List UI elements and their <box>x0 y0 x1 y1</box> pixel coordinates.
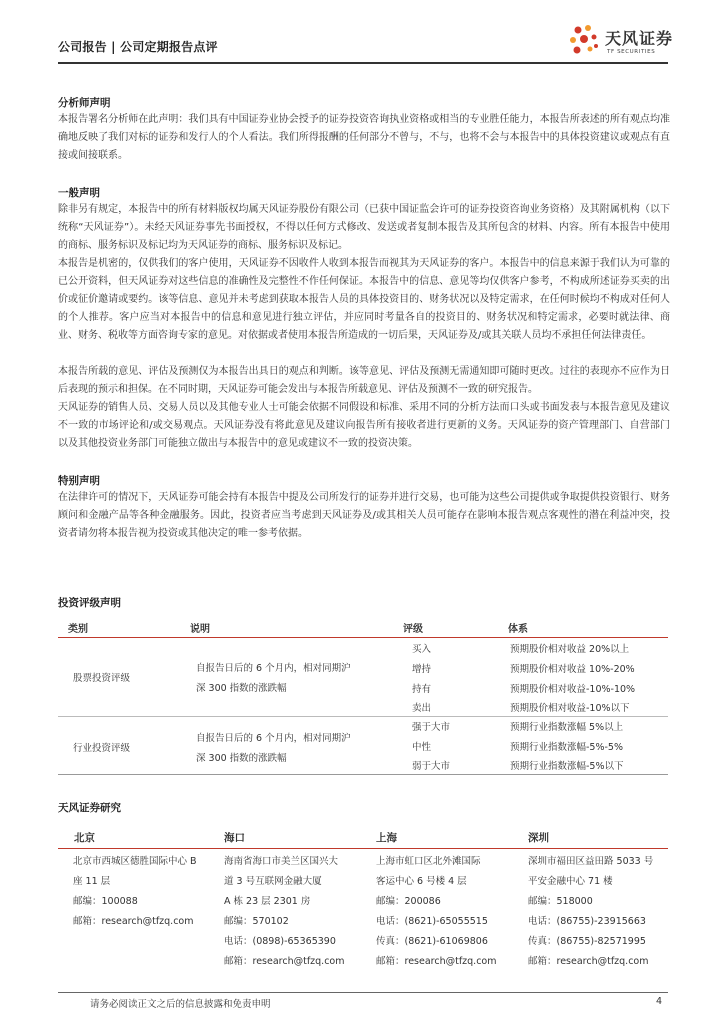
rating-col-system: 体系 <box>508 624 528 635</box>
special-text: 在法律许可的情况下，天风证券可能会持有本报告中提及公司所发行的证券并进行交易，也可能为这些公司提供或争取提供投资银行、财务顾问和金融产品等各种金融服务。因此，投资者应当考虑到天风证券及/或其相关人员可能存在影响本报告观点客观性的潜在利益冲突，投资者请勿将本报告视为投资或其他决定的唯一参考依据。 <box>58 492 670 539</box>
page-number: 4 <box>656 996 663 1007</box>
rating-system: 预期股价相对收益-10%-10% <box>510 684 636 695</box>
rating-group-divider <box>58 716 668 717</box>
office-phone: 电话：(86755)-23915663 <box>528 916 646 927</box>
rating-system: 预期股价相对收益-10%以下 <box>510 703 630 714</box>
analyst-heading: 分析师声明 <box>58 97 111 109</box>
office-email: 邮箱：research@tfzq.com <box>376 956 497 967</box>
rating-category-industry: 行业投资评级 <box>73 743 131 754</box>
rating-grade: 强于大市 <box>412 722 451 733</box>
rating-system: 预期股价相对收益 10%-20% <box>510 664 635 675</box>
office-address-line: 上海市虹口区北外滩国际 <box>376 856 481 867</box>
rating-heading: 投资评级声明 <box>58 597 121 609</box>
office-address-line: 道 3 号互联网金融大厦 <box>224 876 322 887</box>
logo-english: TF SECURITIES <box>607 49 656 55</box>
general-para-1: 除非另有规定，本报告中的所有材料版权均属天风证券股份有限公司（已获中国证监会许可的证券投资咨询业务资格）及其附属机构（以下统称“天风证券”）。未经天风证券事先书面授权，不得以任何方式修改、发送或者复制本报告及其所包含的材料、内容。所有本报告中使用的商标、服务标识及标记均为天风证券的商标、服务标识及标记。 <box>58 204 670 251</box>
general-para-2: 本报告是机密的，仅供我们的客户使用，天风证券不因收件人收到本报告而视其为天风证券的客户。本报告中的信息来源于我们认为可靠的已公开资料，但天风证券对这些信息的准确性及完整性不作任何保证。本报告中的信息、意见等均仅供客户参考，不构成所述证券买卖的出价或征价邀请或要约。该等信息、意见并未考虑到获取本报告人员的具体投资目的、财务状况以及特定需求，在任何时候均不构成对任何人的个人推荐。客户应当对本报告中的信息和意见进行独立评估，并应同时考量各自的投资目的、财务状况和特定需求，必要时就法律、商业、财务、税收等方面咨询专家的意见。对依据或者使用本报告所造成的一切后果，天风证券及/或其关联人员均不承担任何法律责任。 <box>58 258 670 341</box>
office-address-line: 座 11 层 <box>73 876 111 887</box>
rating-grade: 增持 <box>412 664 432 675</box>
office-postcode: 邮编：100088 <box>73 896 138 907</box>
rating-grade: 卖出 <box>412 703 432 714</box>
rating-col-category: 类别 <box>68 624 88 635</box>
special-heading: 特别声明 <box>58 475 100 487</box>
office-haikou <box>224 852 364 972</box>
rating-col-grade: 评级 <box>403 624 423 635</box>
logo-name: 天风证券 <box>605 29 674 48</box>
footer-divider <box>58 992 668 993</box>
office-phone: 电话：(0898)-65365390 <box>224 936 336 947</box>
general-heading: 一般声明 <box>58 187 100 199</box>
rating-system: 预期股价相对收益 20%以上 <box>510 644 630 655</box>
office-fax: 传真：(86755)-82571995 <box>528 936 646 947</box>
office-address-line: 客运中心 6 号楼 4 层 <box>376 876 467 887</box>
office-email: 邮箱：research@tfzq.com <box>73 916 194 927</box>
office-city: 海口 <box>224 832 245 844</box>
header-divider <box>58 62 668 64</box>
rating-grade: 弱于大市 <box>412 761 451 772</box>
office-beijing <box>73 852 213 932</box>
general-para-3: 本报告所载的意见、评估及预测仅为本报告出具日的观点和判断。该等意见、评估及预测无需通知即可随时更改。过往的表现亦不应作为日后表现的预示和担保。在不同时期，天风证券可能会发出与本报告所载意见、评估及预测不一致的研究报告。 <box>58 366 670 395</box>
office-fax: 传真：(8621)-61069806 <box>376 936 488 947</box>
office-address-line: A 栋 23 层 2301 房 <box>224 896 311 907</box>
analyst-text: 本报告署名分析师在此声明：我们具有中国证券业协会授予的证券投资咨询执业资格或相当的专业胜任能力，本报告所表述的所有观点均准确地反映了我们对标的证券和发行人的个人看法。我们所得报酬的任何部分不曾与，不与，也将不会与本报告中的具体投资建议或观点有直接或间接联系。 <box>58 114 670 161</box>
footer-disclaimer: 请务必阅读正文之后的信息披露和免责申明 <box>90 999 271 1010</box>
office-postcode: 邮编：518000 <box>528 896 593 907</box>
office-phone: 电话：(8621)-65055515 <box>376 916 488 927</box>
offices-header <box>58 828 668 849</box>
rating-grade: 买入 <box>412 644 432 655</box>
rating-system: 预期行业指数涨幅-5%-5% <box>510 742 623 753</box>
general-para-4: 天风证券的销售人员、交易人员以及其他专业人士可能会依据不同假设和标准、采用不同的分析方法而口头或书面发表与本报告意见及建议不一致的市场评论和/或交易观点。天风证券没有将此意见及建议向报告所有接收者进行更新的义务。天风证券的资产管理部门、自营部门以及其他投资业务部门可能独立做出与本报告中的意见或建议不一致的投资决策。 <box>58 402 670 449</box>
office-address-line: 深圳市福田区益田路 5033 号 <box>528 856 654 867</box>
report-type-title: 公司报告 | 公司定期报告点评 <box>58 40 218 54</box>
office-address-line: 海南省海口市美兰区国兴大 <box>224 856 339 867</box>
office-city: 上海 <box>376 832 397 844</box>
research-heading: 天风证券研究 <box>58 802 121 814</box>
rating-desc-stock-1: 自报告日后的 6 个月内，相对同期沪 <box>196 663 351 674</box>
rating-desc-industry-2: 深 300 指数的涨跌幅 <box>196 753 287 764</box>
office-email: 邮箱：research@tfzq.com <box>528 956 649 967</box>
rating-category-stock: 股票投资评级 <box>73 673 131 684</box>
rating-table-header <box>58 617 668 638</box>
office-shenzhen <box>528 852 668 972</box>
office-email: 邮箱：research@tfzq.com <box>224 956 345 967</box>
rating-system: 预期行业指数涨幅-5%以下 <box>510 761 624 772</box>
office-city: 北京 <box>74 832 95 844</box>
rating-desc-industry-1: 自报告日后的 6 个月内，相对同期沪 <box>196 733 351 744</box>
office-postcode: 邮编：200086 <box>376 896 441 907</box>
rating-col-desc: 说明 <box>190 624 210 635</box>
office-shanghai <box>376 852 516 972</box>
rating-desc-stock-2: 深 300 指数的涨跌幅 <box>196 683 287 694</box>
rating-grade: 中性 <box>412 742 432 753</box>
office-address-line: 平安金融中心 71 楼 <box>528 876 613 887</box>
office-postcode: 邮编：570102 <box>224 916 289 927</box>
rating-table-bottom <box>58 774 668 775</box>
rating-system: 预期行业指数涨幅 5%以上 <box>510 722 624 733</box>
office-address-line: 北京市西城区德胜国际中心 B <box>73 856 197 867</box>
office-city: 深圳 <box>528 832 549 844</box>
rating-grade: 持有 <box>412 684 432 695</box>
